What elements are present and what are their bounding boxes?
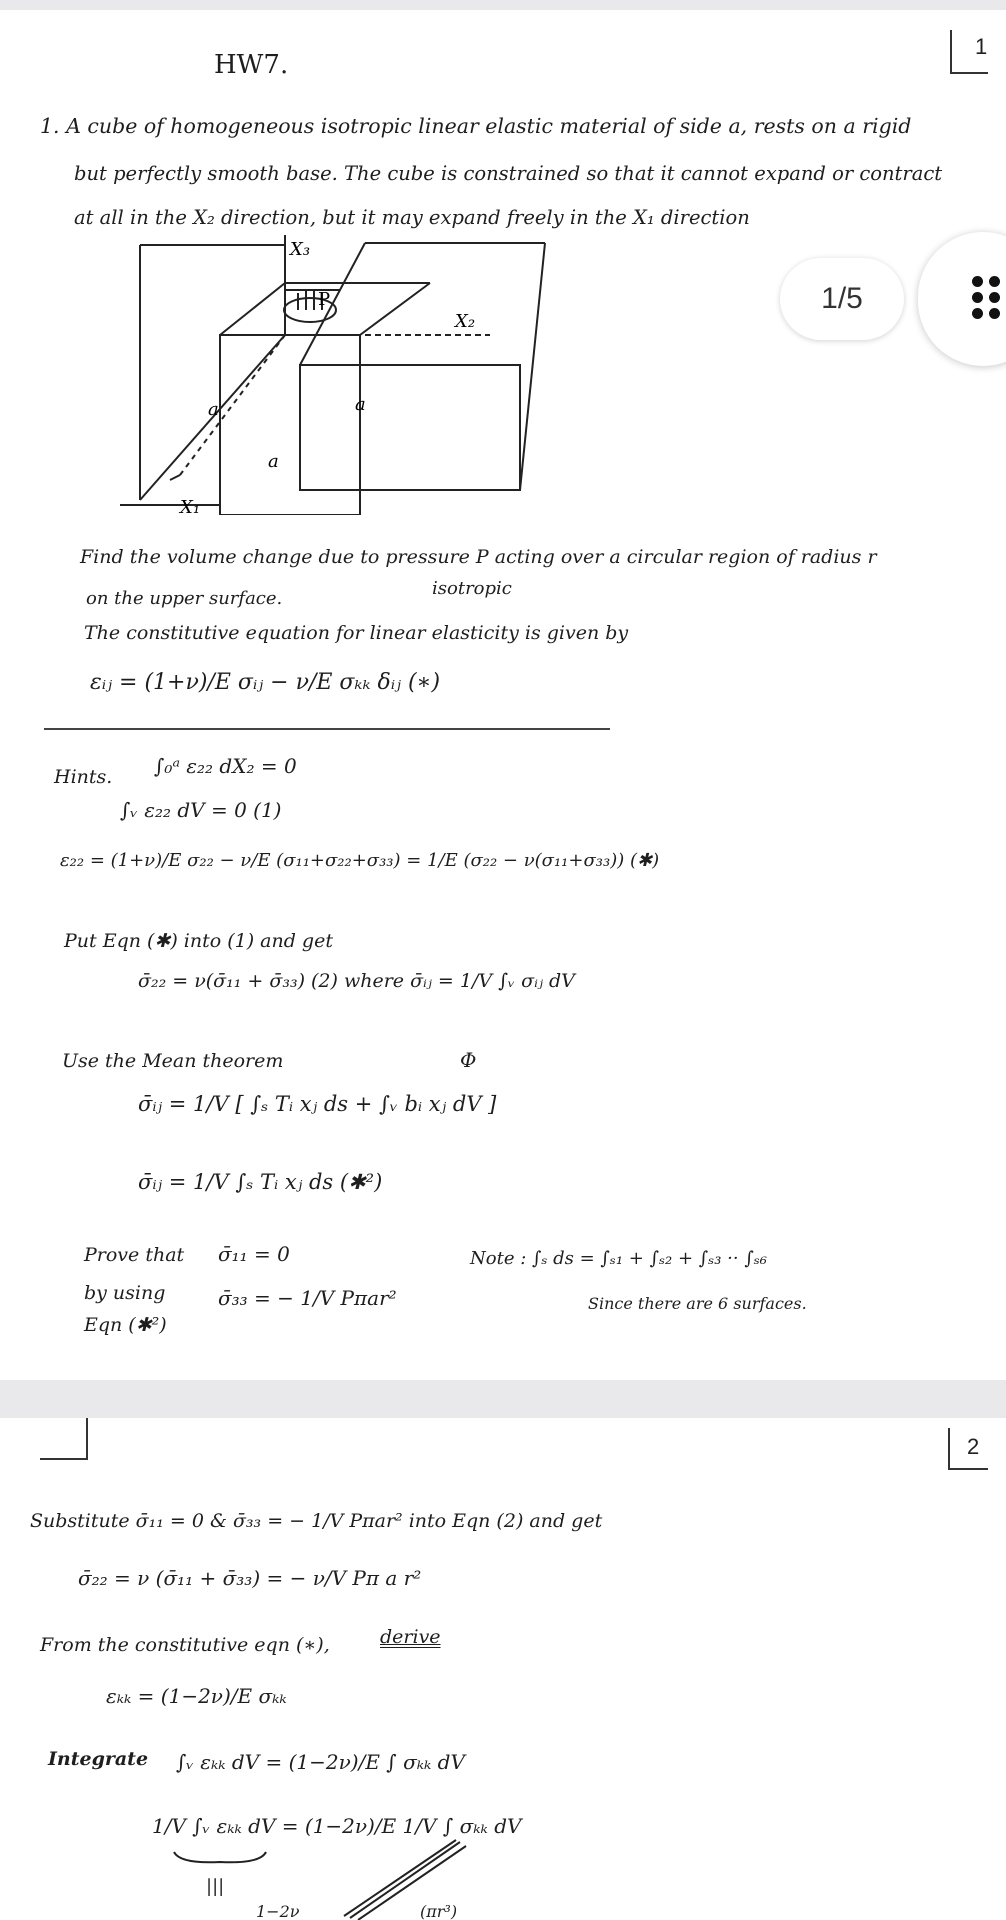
equation-ekk: εₖₖ = (1−2ν)/E σₖₖ [106, 1684, 287, 1708]
substitute-line: Substitute σ̄₁₁ = 0 & σ̄₃₃ = − 1/V Pπar² into Eqn (2) and get [30, 1510, 603, 1532]
integrate-equation-2: 1/V ∫ᵥ εₖₖ dV = (1−2ν)/E 1/V ∫ σₖₖ dV [152, 1814, 522, 1838]
problem-line-1: 1. A cube of homogeneous isotropic linear elastic material of side a, rests on a rigid [40, 114, 912, 138]
partial-term: (πr³) [420, 1902, 458, 1920]
derive-word: derive [380, 1626, 441, 1648]
from-line: From the constitutive eqn (∗), [40, 1634, 330, 1656]
phi-symbol: Φ [460, 1048, 477, 1072]
partial-fraction: 1−2ν [256, 1902, 300, 1920]
equation-e22: ε₂₂ = (1+ν)/E σ₂₂ − ν/E (σ₁₁+σ₂₂+σ₃₃) = 1/E (σ₂₂ − ν(σ₁₁+σ₃₃)) (✱) [60, 850, 660, 871]
insert-note: isotropic [432, 578, 512, 599]
fig-label-x3: X₃ [290, 239, 311, 260]
more-dots-icon [972, 276, 1002, 320]
note-line-1: Note : ∫ₛ ds = ∫ₛ₁ + ∫ₛ₂ + ∫ₛ₃ ·· ∫ₛ₆ [470, 1248, 767, 1269]
fig-label-p: P [318, 289, 331, 310]
problem-line-2: but perfectly smooth base. The cube is constrained so that it cannot expand or contract [74, 162, 943, 185]
page-corner-mark-left [40, 1418, 88, 1460]
fig-label-a-bottom: a [268, 451, 279, 472]
problem-line-3: at all in the X₂ direction, but it may expand freely in the X₁ direction [74, 206, 750, 229]
mean-equation-2: σ̄ᵢⱼ = 1/V ∫ₛ Tᵢ xⱼ ds (✱²) [138, 1170, 383, 1194]
prove-equation-2: σ̄₃₃ = − 1/V Pπar² [218, 1286, 397, 1310]
document-page-2 [0, 1418, 1006, 1920]
prove-equation-1: σ̄₁₁ = 0 [218, 1242, 290, 1266]
mean-theorem-label: Use the Mean theorem [62, 1050, 284, 1072]
hint-equation-1: ∫₀ᵃ ε₂₂ dX₂ = 0 [154, 754, 297, 778]
page-number: 1 [975, 34, 988, 59]
prove-line-2: by using [84, 1282, 166, 1304]
fig-label-a-side: a [208, 399, 219, 420]
equation-star: εᵢⱼ = (1+ν)/E σᵢⱼ − ν/E σₖₖ δᵢⱼ (∗) [90, 670, 441, 695]
hints-label: Hints. [54, 766, 113, 788]
mean-equation-1: σ̄ᵢⱼ = 1/V [ ∫ₛ Tᵢ xⱼ ds + ∫ᵥ bᵢ xⱼ dV ] [138, 1092, 497, 1116]
constitutive-intro: The constitutive equation for linear elasticity is given by [84, 622, 629, 644]
page-counter-badge [780, 258, 904, 340]
prove-line-3: Eqn (✱²) [84, 1314, 167, 1336]
page-counter-text: 1/5 [821, 282, 863, 315]
more-options-button[interactable] [918, 232, 1006, 366]
page-number: 2 [967, 1434, 980, 1459]
equation-sigma22: σ̄₂₂ = ν (σ̄₁₁ + σ̄₃₃) = − ν/V Pπ a r² [78, 1566, 422, 1590]
hw-title: HW7. [214, 50, 289, 80]
separator-rule [44, 728, 610, 730]
brace-mark: ||| [206, 1876, 225, 1897]
integrate-label: Integrate [48, 1748, 149, 1770]
find-line-2: on the upper surface. [86, 588, 283, 609]
document-page-1 [0, 10, 1006, 1380]
equation-2: σ̄₂₂ = ν(σ̄₁₁ + σ̄₃₃) (2) where σ̄ᵢⱼ = 1/V ∫ᵥ σᵢⱼ dV [138, 970, 575, 992]
note-line-2: Since there are 6 surfaces. [588, 1294, 807, 1313]
put-line: Put Eqn (✱) into (1) and get [64, 930, 333, 952]
fig-label-x1: X₁ [180, 497, 201, 515]
integrate-equation-1: ∫ᵥ εₖₖ dV = (1−2ν)/E ∫ σₖₖ dV [176, 1750, 465, 1774]
prove-line-1: Prove that [84, 1244, 185, 1266]
fig-label-x2: X₂ [455, 311, 476, 332]
find-line-1: Find the volume change due to pressure P acting over a circular region of radius r [80, 546, 877, 568]
underbrace-mark [170, 1848, 270, 1872]
fig-label-a-depth: a [355, 394, 366, 415]
hint-equation-2: ∫ᵥ ε₂₂ dV = 0 (1) [120, 798, 282, 822]
cube-figure [110, 235, 550, 515]
